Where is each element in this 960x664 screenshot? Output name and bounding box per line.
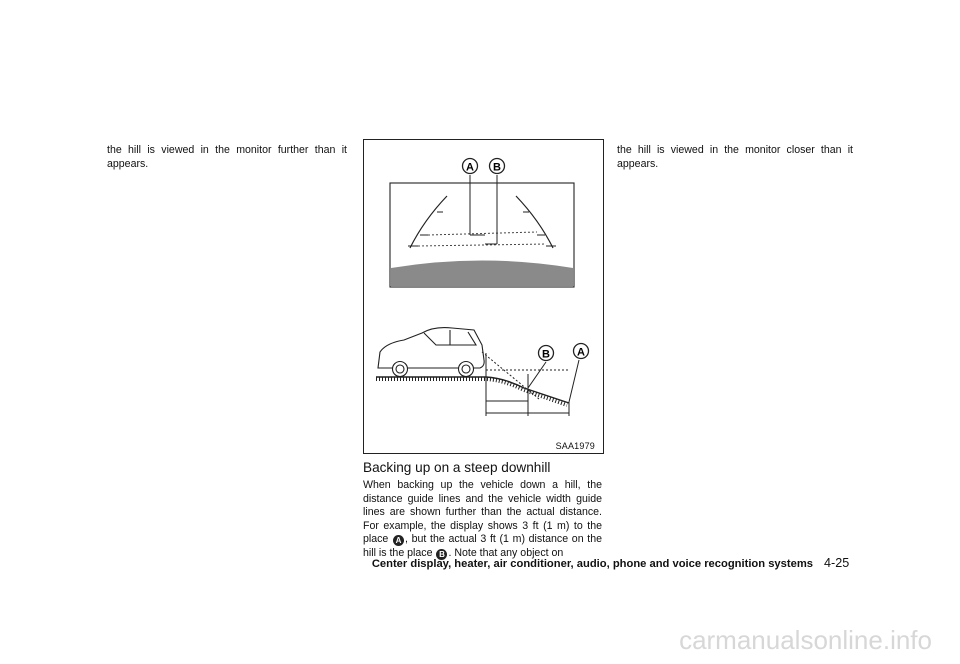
bumper-shade	[391, 261, 573, 287]
ground-hatch	[376, 379, 567, 405]
car-illustration	[378, 328, 484, 377]
marker-a-label: A	[466, 161, 474, 174]
marker-a-label-side: A	[577, 346, 585, 359]
marker-b-label: B	[493, 161, 501, 174]
callout-b-leader	[528, 362, 546, 388]
marker-b-label-side: B	[542, 348, 550, 361]
right-column-text: the hill is viewed in the monitor closer than it appears.	[617, 144, 853, 170]
footer-chapter-title: Center display, heater, air conditioner, audio, phone and voice recognition systems	[371, 558, 813, 570]
body-text-part2: , but the actual 3 ft (1 m) distance on the hill is the place	[363, 533, 602, 559]
callout-a-leader	[569, 360, 579, 402]
marker-b-inline: B	[436, 549, 447, 560]
left-column-text: the hill is viewed in the monitor further than it appears.	[107, 144, 347, 170]
body-text-part1: When backing up the vehicle down a hill, the distance guide lines and the vehicle width guide lines are shown further than the actual distance. For example, the display shows 3 ft (1 m) to the place	[363, 479, 602, 546]
page-number: 4-25	[824, 556, 850, 570]
section-body	[363, 479, 602, 561]
rear-view-illustration	[364, 140, 605, 455]
body-text-part3: . Note that any object on	[448, 546, 564, 559]
marker-a-inline: A	[393, 535, 404, 546]
figure-code: SAA1979	[555, 441, 595, 451]
section-heading: Backing up on a steep downhill	[363, 460, 551, 475]
camera-view-line	[482, 352, 539, 399]
rear-view-figure	[363, 139, 604, 454]
watermark: carmanualsonline.info	[679, 625, 932, 655]
